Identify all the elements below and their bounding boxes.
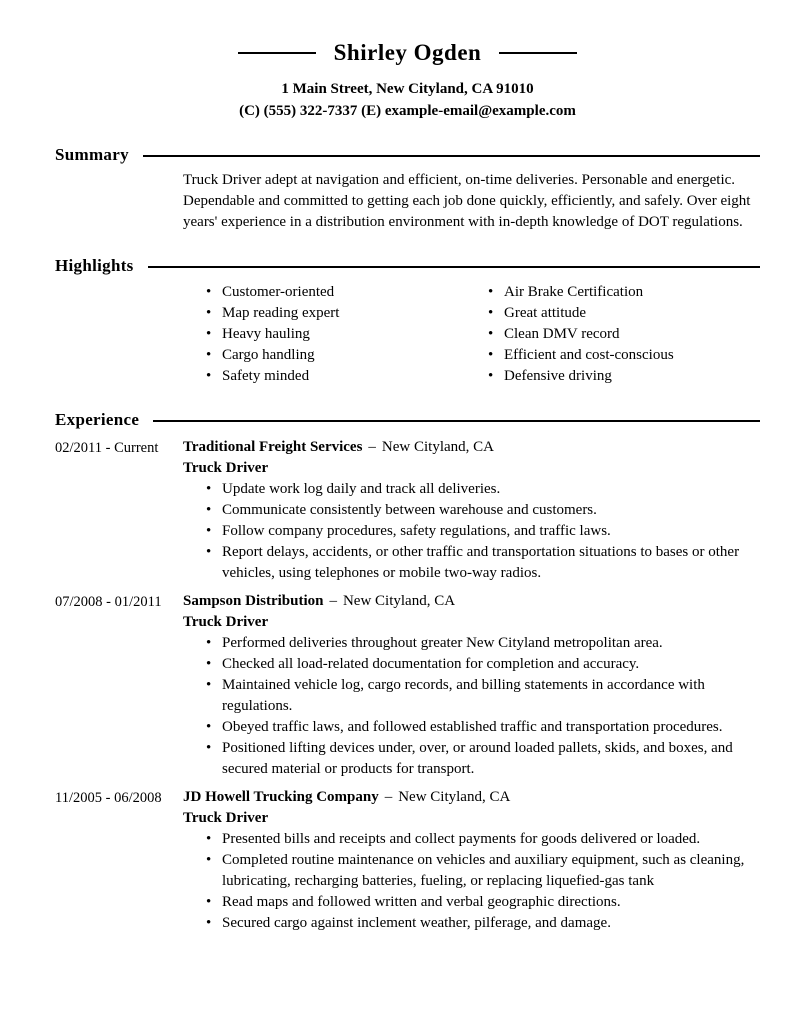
name-row (55, 40, 760, 66)
job-header (183, 787, 760, 808)
name-rule-left (238, 52, 316, 54)
job-bullet: • Update work log daily and track all deliveries. (205, 479, 760, 500)
highlight-item: • Cargo handling (205, 345, 487, 366)
job-bullet: • Completed routine maintenance on vehicles and auxiliary equipment, such as cleaning, lubricating, recharging batteries, fueling, or replacing liquefied-gas tank (205, 850, 760, 892)
highlight-item: • Map reading expert (205, 303, 487, 324)
job-company: Traditional Freight Services (183, 439, 363, 455)
job-company: Sampson Distribution (183, 593, 324, 609)
job-main (183, 591, 760, 780)
job-separator: – (329, 593, 337, 609)
job-location: New Cityland, CA (398, 789, 511, 805)
summary-text: Truck Driver adept at navigation and efficient, on-time deliveries. Personable and energetic. Dependable and committed to getting each job done quickly, efficiently, and safely. Over eight years' experience in a distribution environment with in-depth knowledge of DOT regulations. (183, 172, 751, 230)
highlights-column-right (487, 282, 760, 387)
job-header (183, 591, 760, 612)
job-dates: 07/2008 - 01/2011 (55, 594, 162, 610)
highlights-rule (148, 266, 760, 268)
highlights-columns (183, 282, 760, 387)
summary-rule (143, 155, 760, 157)
job-separator: – (368, 439, 376, 455)
job-bullet-list (205, 479, 760, 584)
job-bullet: • Checked all load-related documentation for completion and accuracy. (205, 654, 760, 675)
highlight-item: • Great attitude (487, 303, 760, 324)
highlights-column-left (205, 282, 487, 387)
job-dates: 02/2011 - Current (55, 440, 159, 456)
job-bullet: • Performed deliveries throughout greater New Cityland metropolitan area. (205, 633, 760, 654)
highlights-heading: Highlights (55, 256, 134, 275)
highlight-item: • Efficient and cost-conscious (487, 345, 760, 366)
job-entry (55, 437, 760, 584)
job-separator: – (384, 789, 393, 805)
contact-line: (C) (555) 322-7337 (E) example-email@example.com (239, 103, 576, 119)
highlight-item: • Heavy hauling (205, 324, 487, 345)
job-bullet-list (205, 633, 760, 780)
section-experience (55, 410, 760, 934)
section-summary (55, 145, 760, 233)
job-bullet: • Follow company procedures, safety regulations, and traffic laws. (205, 521, 760, 542)
resume-header (55, 40, 760, 122)
job-location: New Cityland, CA (381, 439, 494, 455)
job-main (183, 787, 760, 934)
job-bullet: • Report delays, accidents, or other traffic and transportation situations to bases or other vehicles, using telephones or mobile two-way radios. (205, 542, 760, 584)
experience-heading: Experience (55, 410, 140, 429)
job-dates: 11/2005 - 06/2008 (55, 790, 162, 806)
highlight-item: • Safety minded (205, 366, 487, 387)
address-line: 1 Main Street, New Cityland, CA 91010 (281, 81, 534, 97)
experience-heading-row (55, 410, 760, 430)
job-bullet: • Secured cargo against inclement weather, pilferage, and damage. (205, 913, 760, 934)
job-bullet: • Positioned lifting devices under, over, or around loaded pallets, skids, and boxes, and secured material or products for transport. (205, 738, 760, 780)
job-main (183, 437, 760, 584)
job-bullet: • Maintained vehicle log, cargo records, and billing statements in accordance with regulations. (205, 675, 760, 717)
job-company: JD Howell Trucking Company (183, 789, 379, 805)
highlight-item: • Defensive driving (487, 366, 760, 387)
job-bullet: • Read maps and followed written and verbal geographic directions. (205, 892, 760, 913)
job-title: Truck Driver (183, 614, 269, 630)
job-entry (55, 591, 760, 780)
job-bullet: • Obeyed traffic laws, and followed established traffic and transportation procedures. (205, 717, 760, 738)
job-entry (55, 787, 760, 934)
job-location: New Cityland, CA (342, 593, 456, 609)
candidate-name: Shirley Ogden (333, 40, 482, 65)
job-bullet: • Presented bills and receipts and collect payments for goods delivered or loaded. (205, 829, 760, 850)
job-title: Truck Driver (183, 810, 269, 826)
name-rule-right (499, 52, 577, 54)
experience-rule (153, 420, 760, 422)
section-highlights (55, 256, 760, 387)
summary-heading: Summary (55, 145, 129, 164)
job-title: Truck Driver (183, 460, 269, 476)
highlight-item: • Air Brake Certification (487, 282, 760, 303)
job-bullet-list (205, 829, 760, 934)
highlight-item: • Clean DMV record (487, 324, 760, 345)
job-bullet: • Communicate consistently between warehouse and customers. (205, 500, 760, 521)
highlights-heading-row (55, 256, 760, 276)
job-header (183, 437, 760, 458)
highlight-item: • Customer-oriented (205, 282, 487, 303)
summary-heading-row (55, 145, 760, 165)
